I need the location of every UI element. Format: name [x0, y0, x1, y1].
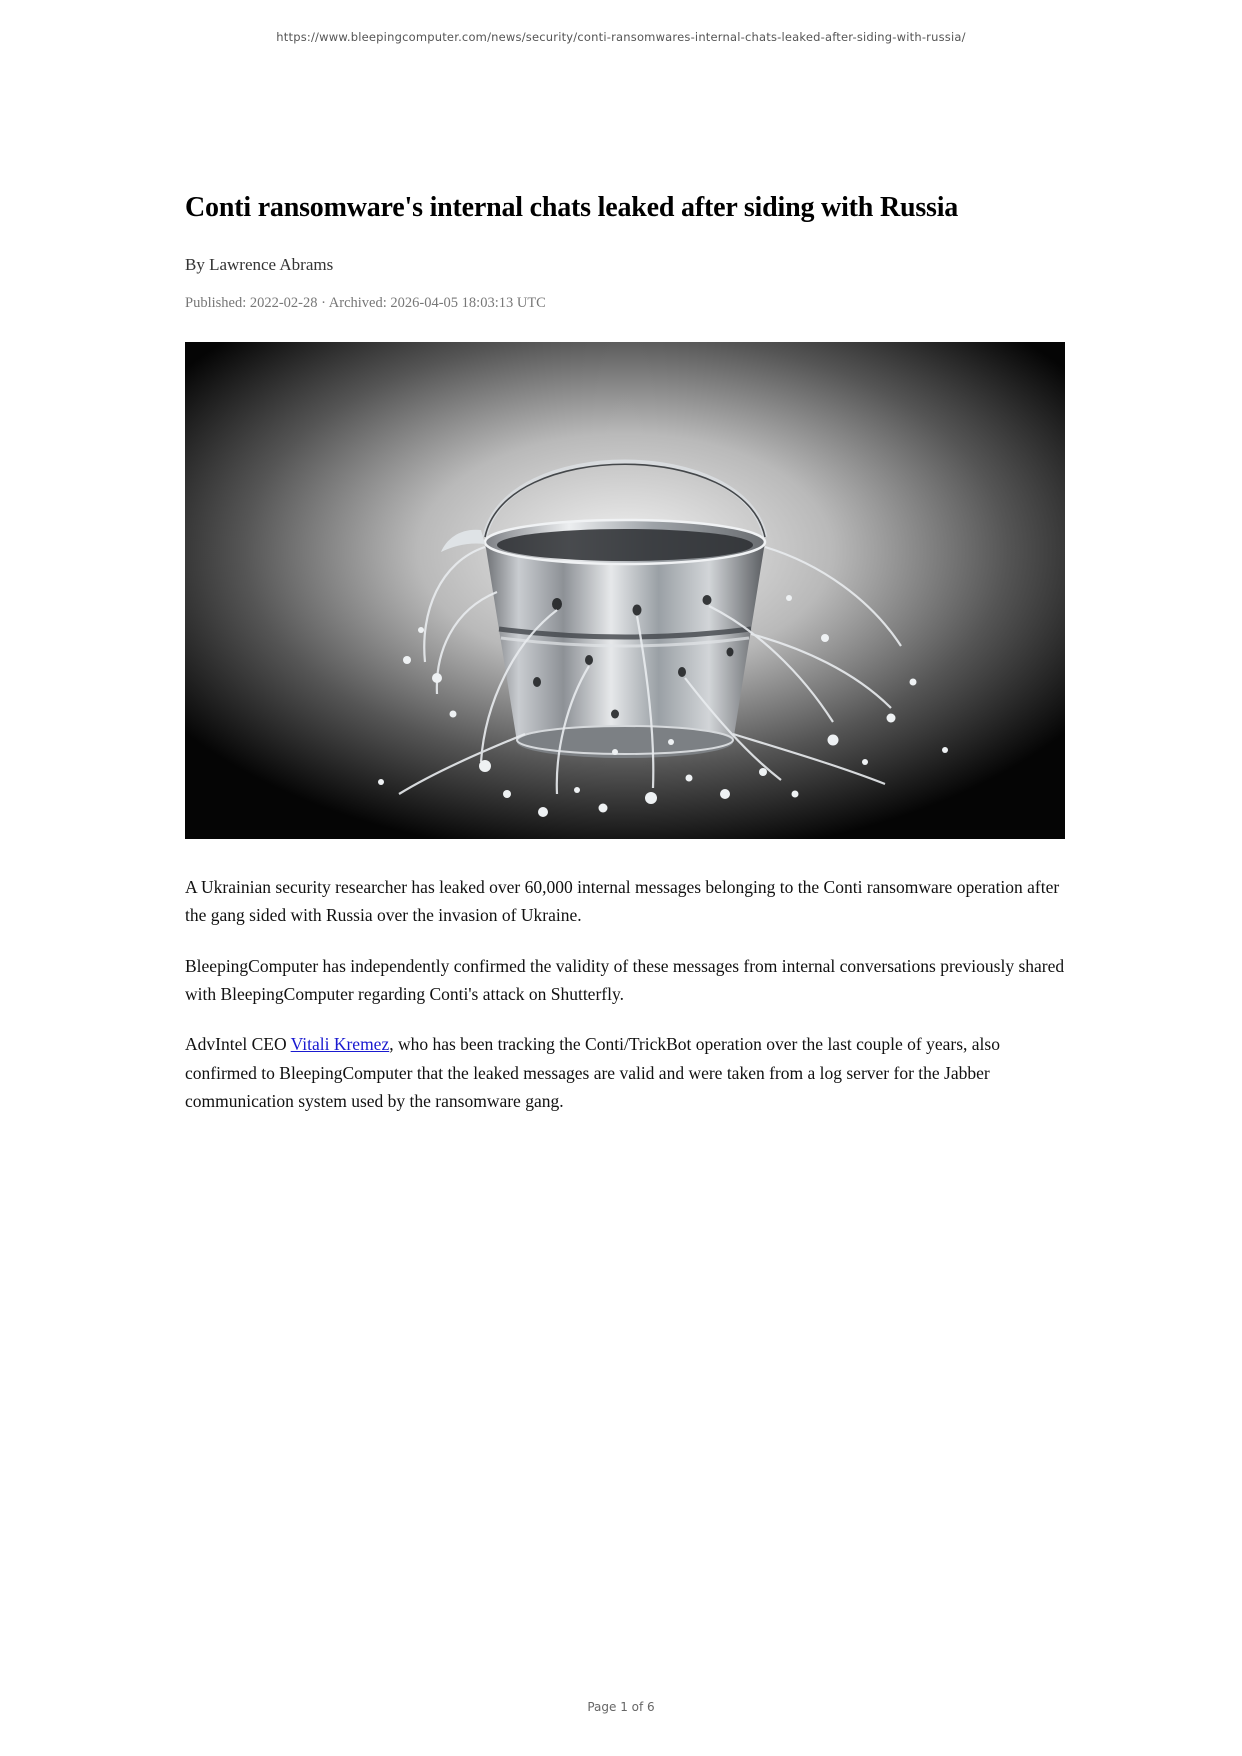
source-url: https://www.bleepingcomputer.com/news/security/conti-ransomwares-internal-chats-leaked-after-siding-with-russia/: [276, 30, 966, 44]
article-meta: Published: 2022-02-28 · Archived: 2026-04-05 18:03:13 UTC: [185, 295, 546, 311]
paragraph-2: BleepingComputer has independently confirmed the validity of these messages from internal conversations previously shared with BleepingComputer regarding Conti's attack on Shutterfly.: [185, 955, 1065, 1005]
paragraph-3-tail: , who has been tracking the Conti/TrickBot operation over the last couple of years, also confirmed to BleepingComputer that the leaked messages are valid and were taken from a log server for the Jabber communication system used by the ransomware gang.: [185, 1034, 1000, 1112]
page-number: Page 1 of 6: [587, 1700, 655, 1714]
bucket-photo-illustration: [185, 342, 1065, 839]
article-byline: By Lawrence Abrams: [185, 255, 334, 274]
paragraph-3-lead: AdvIntel CEO: [185, 1034, 291, 1055]
page-title: Conti ransomware's internal chats leaked after siding with Russia: [185, 192, 959, 223]
article-paragraphs: [185, 873, 1065, 1115]
paragraph-1: A Ukrainian security researcher has leaked over 60,000 internal messages belonging to the Conti ransomware operation after the gang sided with Russia over the invasion of Ukraine.: [185, 877, 1060, 926]
paragraph-3: [185, 1030, 1065, 1115]
hero-image: [185, 342, 1065, 839]
vitali-kremez-link[interactable]: Vitali Kremez: [290, 1034, 390, 1055]
article-body: [185, 190, 1065, 1137]
